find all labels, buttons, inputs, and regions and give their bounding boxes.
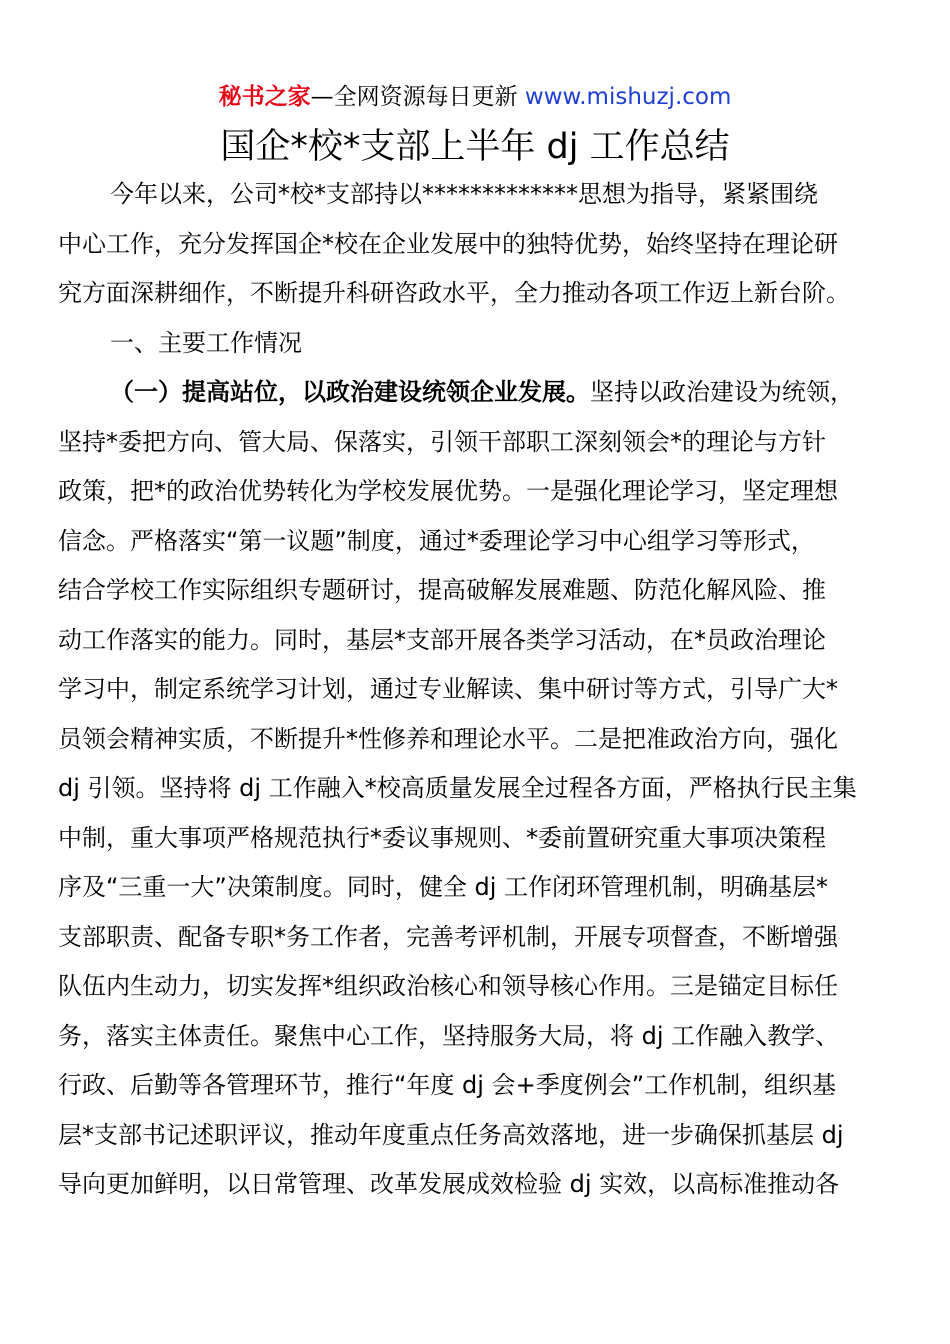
paragraph-line: 务，落实主体责任。聚焦中心工作，坚持服务大局，将 dj 工作融入教学、 [58, 1021, 840, 1050]
header-tagline: —全网资源每日更新 [310, 84, 525, 110]
paragraph-line: 中制，重大事项严格规范执行*委议事规则、*委前置研究重大事项决策程 [58, 823, 826, 852]
paragraph-line: 导向更加鲜明，以日常管理、改革发展成效检验 dj 实效，以高标准推动各 [58, 1170, 840, 1198]
subsection-first-line [58, 368, 898, 418]
paragraph-line: 信念。严格落实“第一议题”制度，通过*委理论学习中心组学习等形式， [58, 526, 815, 555]
brand-name: 秘书之家 [218, 84, 311, 110]
paragraph-line: 坚持*委把方向、管大局、保落实，引领干部职工深刻领会*的理论与方针 [58, 427, 826, 456]
section-heading: 一、主要工作情况 [110, 328, 302, 357]
paragraph-line: 学习中，制定系统学习计划，通过专业解读、集中研讨等方式，引导广大* [58, 675, 838, 703]
paragraph-line: 动工作落实的能力。同时，基层*支部开展各类学习活动，在*员政治理论 [58, 625, 826, 654]
paragraph-line: 队伍内生动力，切实发挥*组织政治核心和领导核心作用。三是锚定目标任 [58, 972, 838, 1000]
paragraph-line: 序及“三重一大”决策制度。同时，健全 dj 工作闭环管理机制，明确基层* [58, 873, 829, 901]
paragraph-line: 员领会精神实质，不断提升*性修养和理论水平。二是把准政治方向，强化 [58, 724, 838, 753]
paragraph-line: 究方面深耕细作，不断提升科研咨政水平，全力推动各项工作迈上新台阶。 [58, 279, 850, 307]
document-body [58, 170, 898, 1210]
paragraph-line: 支部职责、配备专职*务工作者，完善考评机制，开展专项督查，不断增强 [58, 922, 838, 951]
paragraph-line: 中心工作，充分发挥国企*校在企业发展中的独特优势，始终坚持在理论研 [58, 229, 838, 258]
paragraph-line: 层*支部书记述职评议，推动年度重点任务高效落地，进一步确保抓基层 dj [58, 1120, 844, 1149]
subsection-heading: （一）提高站位，以政治建设统领企业发展。 [110, 378, 590, 406]
paragraph-line: 行政、后勤等各管理环节，推行“年度 dj 会+季度例会”工作机制，组织基 [58, 1071, 837, 1099]
paragraph-line: dj 引领。坚持将 dj 工作融入*校高质量发展全过程各方面，严格执行民主集 [58, 774, 857, 802]
paragraph-line: 政策，把*的政治优势转化为学校发展优势。一是强化理论学习，坚定理想 [58, 477, 838, 505]
document-title: 国企*校*支部上半年 dj 工作总结 [220, 127, 730, 167]
subsection-lead: 坚持以政治建设为统领， [590, 378, 854, 406]
page-header [0, 80, 950, 114]
paragraph-line: 结合学校工作实际组织专题研讨，提高破解发展难题、防范化解风险、推 [58, 576, 826, 604]
site-url[interactable]: www.mishuzj.com [524, 84, 732, 110]
paragraph-line: 今年以来，公司*校*支部持以*************思想为指导，紧紧围绕 [110, 180, 818, 208]
